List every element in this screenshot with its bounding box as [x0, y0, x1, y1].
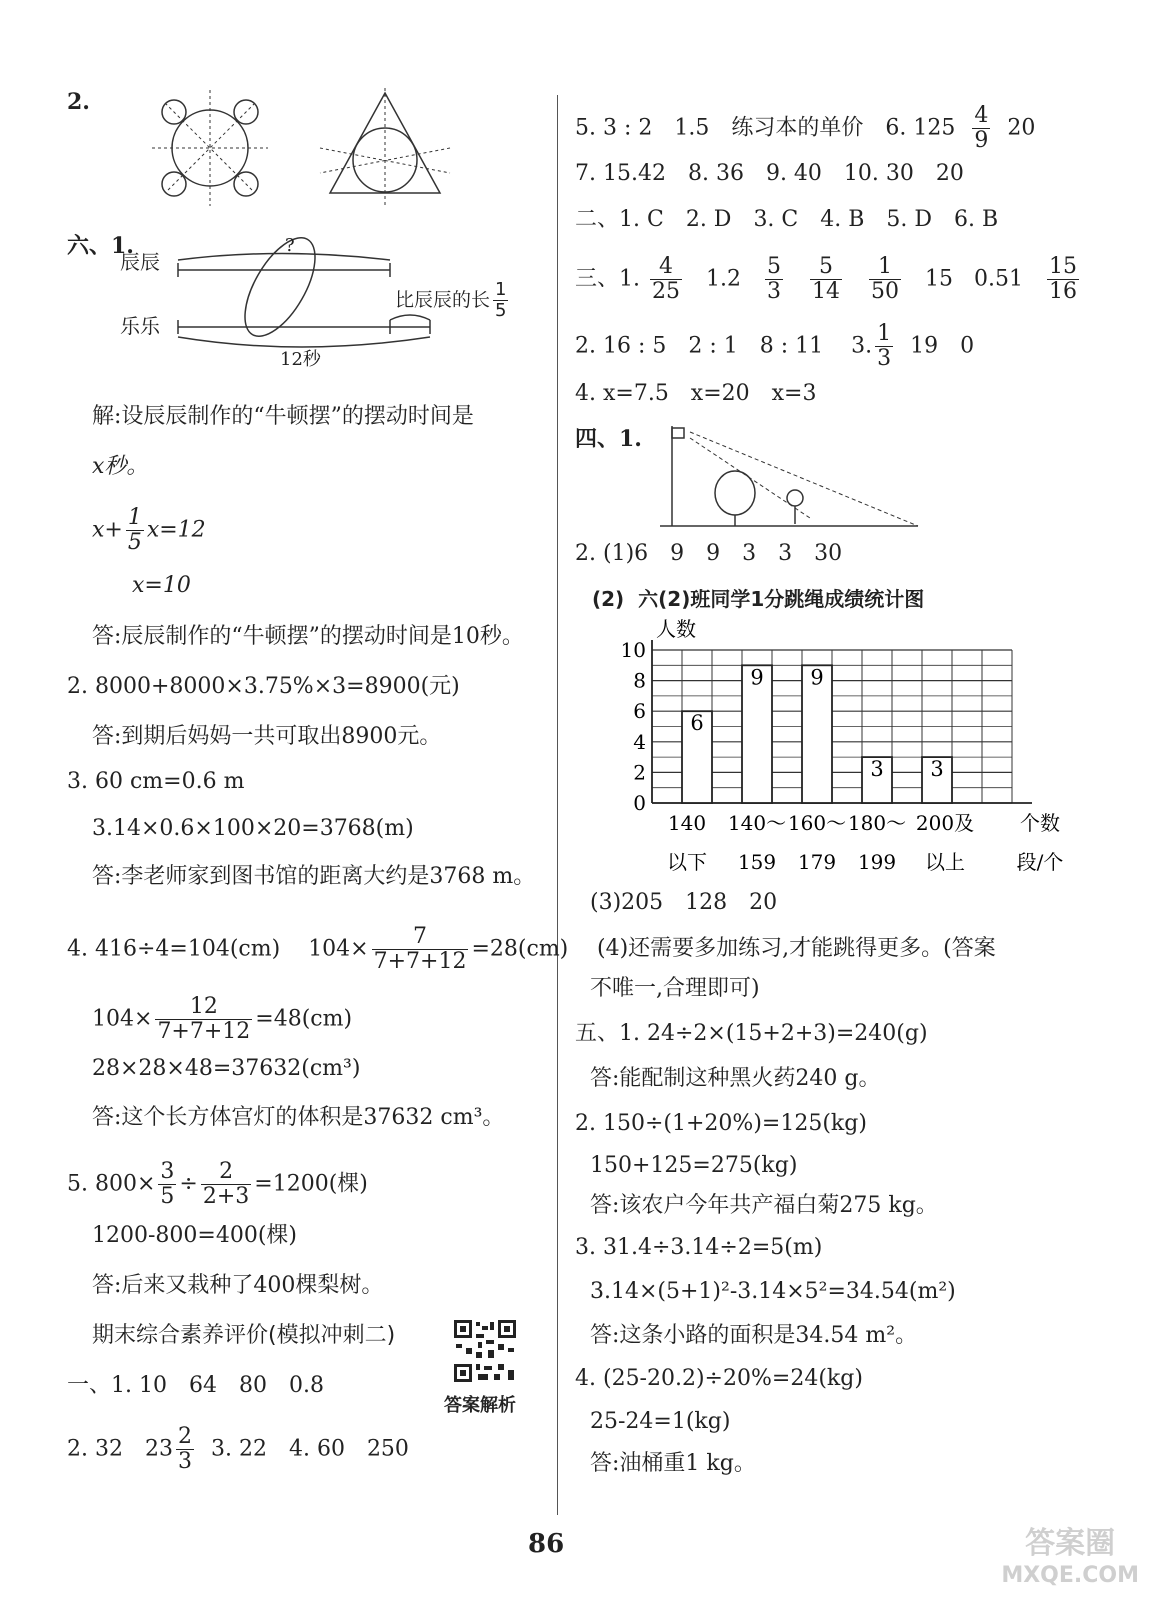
page-number: 86: [528, 1529, 565, 1559]
qr-code[interactable]: [452, 1318, 518, 1384]
section3-q1: 三、1. $\frac{4}{25}$ 1.2 $\frac{5}{3}$ $\frac{5}{14}$ $\frac{1}{50}$ 15 0.51 $\frac{15}{16}$: [575, 255, 1082, 304]
answer-w3: 答:这条小路的面积是34.54 m²。: [590, 1323, 918, 1348]
label-le: 乐乐: [120, 314, 160, 338]
x-tick-label: 160～: [787, 811, 847, 835]
section4-label: 四、1.: [575, 426, 642, 452]
section5-q4b: 25-24=1(kg): [590, 1409, 731, 1434]
bar-value-label: 3: [870, 757, 884, 782]
x-tick-label: 140～: [727, 811, 787, 835]
q4-line-a: 4. 416÷4=104(cm) 104× $\frac{7}{7+7+12}$ =28(cm): [67, 924, 569, 974]
y-tick-label: 10: [620, 638, 646, 662]
q3-line: 3. 60 cm=0.6 m: [67, 769, 245, 794]
answer-2: 答:到期后妈妈一共可取出8900元。: [92, 724, 442, 749]
section3-q2: 2. 16 : 5 2 : 1 8 : 11 3. $\frac{1}{3}$ 19 0: [575, 321, 975, 371]
bar-value-label: 3: [930, 757, 944, 782]
section3-q1-item: 0.51: [974, 266, 1023, 292]
section5-q1: 五、1. 24÷2×(15+2+3)=240(g): [575, 1021, 928, 1046]
solution-line-2: x秒。: [92, 454, 149, 479]
bar-value-label: 6: [690, 711, 704, 736]
bar-chart: [620, 617, 1064, 883]
x-axis-label-unit: 段/个: [1016, 850, 1064, 874]
answer-1: 答:辰辰制作的“牛顿摆”的摆动时间是10秒。: [92, 624, 524, 649]
section1-q1: 一、1. 10 64 80 0.8: [67, 1373, 324, 1398]
section2-answers: 二、1. C 2. D 3. C 4. B 5. D 6. B: [575, 207, 999, 232]
q6-1-label: 六、1.: [67, 233, 134, 259]
section3-q1-item: $\frac{4}{25}$: [652, 254, 680, 304]
q5-line-a: 5. 800× $\frac{3}{5}$ ÷ $\frac{2}{2+3}$ =1200(棵): [67, 1159, 368, 1209]
answer-w1: 答:能配制这种黑火药240 g。: [590, 1066, 881, 1091]
bar-value-label: 9: [750, 665, 764, 690]
qr-caption: 答案解析: [444, 1395, 516, 1416]
q5-line-b: 1200-800=400(棵): [92, 1223, 298, 1248]
x-tick-label-sub: 199: [857, 850, 897, 874]
answer-w2: 答:该农户今年共产福白菊275 kg。: [590, 1193, 938, 1218]
bar-chart-svg: [620, 617, 1064, 883]
y-tick-label: 6: [633, 699, 646, 724]
section5-q2b: 150+125=275(kg): [590, 1153, 798, 1178]
x-tick-label-sub: 159: [737, 850, 777, 874]
q4-line-b: 104× $\frac{12}{7+7+12}$ =48(cm): [92, 994, 353, 1044]
section3-q1-item: $\frac{15}{16}$: [1048, 254, 1077, 304]
section1-q2: 2. 32 23 $\frac{2}{3}$ 3. 22 4. 60 250: [67, 1424, 409, 1474]
answer-3: 答:李老师家到图书馆的距离大约是3768 m。: [92, 864, 536, 889]
section3-q1-item: $\frac{5}{3}$: [767, 254, 781, 304]
line-segment-diagram: [120, 232, 550, 372]
q2-calc: 2. 8000+8000×3.75%×3=8900(元): [67, 674, 460, 699]
section3-q1-item: $\frac{5}{14}$: [812, 254, 840, 304]
equation-2: x=10: [132, 573, 191, 598]
q3-calc: 3.14×0.6×100×20=3768(m): [92, 816, 414, 841]
section-title: 期末综合素养评价(模拟冲刺二): [92, 1323, 396, 1348]
section4-q2-1: 2. (1)6 9 9 3 3 30: [575, 541, 843, 566]
shadow-diagram: [660, 418, 925, 533]
section3-q1-item: $\frac{1}{50}$: [871, 254, 899, 304]
solution-line-1: 解:设辰辰制作的“牛顿摆”的摆动时间是: [92, 404, 474, 429]
bar-value-label: 9: [810, 665, 824, 690]
section4-q2-4a: (4)还需要多加练习,才能跳得更多。(答案: [597, 936, 996, 961]
x-tick-label: 140: [667, 811, 707, 835]
q2-label: 2.: [67, 89, 90, 115]
x-tick-label-sub: 以上: [925, 850, 965, 874]
section5-q4: 4. (25-20.2)÷20%=24(kg): [575, 1366, 863, 1391]
y-tick-label: 4: [633, 729, 646, 754]
answer-5: 答:后来又栽种了400棵梨树。: [92, 1273, 384, 1298]
compare-text: 比辰辰的长 $\frac{1}{5}$: [395, 279, 507, 321]
y-axis-label: 人数: [656, 617, 696, 641]
y-tick-label: 8: [633, 668, 646, 693]
section3-q1-item: 1.2: [706, 266, 741, 292]
section4-q2-4b: 不唯一,合理即可): [590, 976, 760, 1001]
y-tick-label: 0: [633, 791, 646, 815]
equation-1: x+ $\frac{1}{5}$ x=12: [92, 505, 206, 555]
section3-q1-item: 15: [925, 266, 953, 292]
question-mark: ?: [285, 235, 295, 256]
answer-4: 答:这个长方体宫灯的体积是37632 cm³。: [92, 1105, 505, 1130]
x-axis-label: 个数: [1020, 811, 1060, 835]
right-q7: 7. 15.42 8. 36 9. 40 10. 30 20: [575, 161, 964, 186]
label-chen: 辰辰: [120, 250, 160, 274]
x-tick-label-sub: 以下: [667, 850, 707, 874]
column-divider: [557, 95, 558, 1515]
watermark: 答案圈 MXQE.COM: [1001, 1526, 1139, 1588]
total-time: 12秒: [280, 349, 321, 370]
right-q5: 5. 3 : 2 1.5 练习本的单价 6. 125 $\frac{4}{9}$ 20: [575, 103, 1036, 153]
section3-q4: 4. x=7.5 x=20 x=3: [575, 381, 817, 406]
answer-w4: 答:油桶重1 kg。: [590, 1451, 756, 1476]
section5-q3b: 3.14×(5+1)²-3.14×5²=34.54(m²): [590, 1279, 956, 1304]
section5-q2: 2. 150÷(1+20%)=125(kg): [575, 1111, 867, 1136]
section4-q2-3: (3)205 128 20: [590, 890, 778, 915]
x-tick-label-sub: 179: [797, 850, 837, 874]
x-tick-label: 180～: [847, 811, 907, 835]
y-tick-label: 2: [633, 760, 646, 785]
chart-title: (2) 六(2)班同学1分跳绳成绩统计图: [592, 587, 925, 611]
x-tick-label: 200及: [915, 811, 975, 835]
q4-volume: 28×28×48=37632(cm³): [92, 1056, 361, 1081]
section5-q3: 3. 31.4÷3.14÷2=5(m): [575, 1235, 823, 1260]
symmetry-figures: [150, 88, 460, 208]
